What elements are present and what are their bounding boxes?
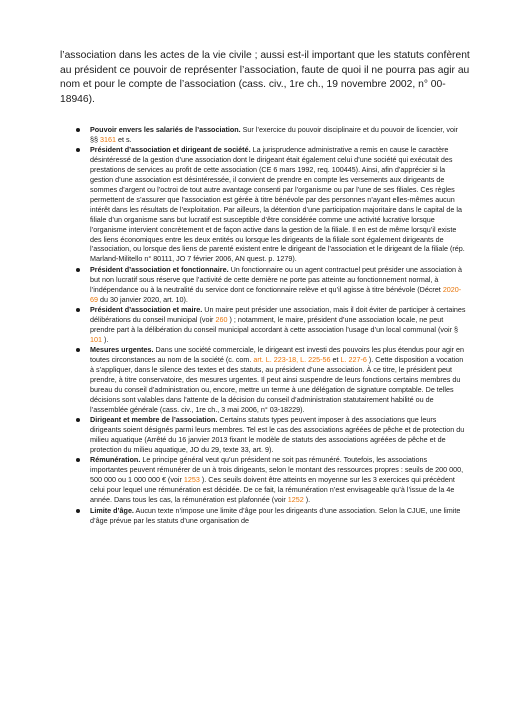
bullet-icon: [76, 128, 80, 132]
list-item: [76, 455, 466, 505]
list-item: [76, 125, 466, 145]
item-text: ).: [102, 334, 109, 344]
bullet-icon: [76, 268, 80, 272]
item-text: La jurisprudence administrative a remis en cause le caractère désintéressé de la gestion d’une association dont le dirigeant était également celui d’une société qui exécutait des prestations de services au profit de cette association (CE 6 mars 1992, req. 100445). Ainsi, afin d’apprécier si la gestion d’une association est désintéressée, il convient de prendre en compte les versements aux dirigeants de sommes d’argent ou l’octroi de tout autre avantage consenti par l’organisme ou par l’une de ses filiales. Ces règles permettent de s’assurer que l’association est gérée à titre bénévole par des personnes n’ayant elles-mêmes aucun intérêt dans les résultats de l’exploitation. Par ailleurs, la détention d’une participation majoritaire dans le capital de la filiale d’un organisme sans but lucratif est susceptible d’être considérée comme une activité lucrative lorsque l’organisme intervient concrètement et de façon active dans la gestion de la filiale. Il en est de même lorsqu’il existe des liens économiques entre les deux entités ou lorsque les dirigeants de la filiale sont également dirigeants de l’association, ou lorsque des liens de parenté existent entre le dirigeant de l’association et le dirigeant de la filiale (rép. Marland-Militello n° 80111, JO 7 février 2006, AN quest. p. 1279).: [90, 145, 465, 264]
item-text: ) ; notamment, le maire, président d’une association locale, ne peut prendre part à la délibération du conseil municipal accordant à cette association l’usage d’un local communal (voir §: [90, 315, 458, 334]
item-text: du 30 janvier 2020, art. 10).: [98, 294, 188, 304]
item-text: ).: [303, 495, 311, 505]
item-text: Dans une société commerciale, le dirigeant est investi des pouvoirs les plus étendus pour agir en toutes circonstances au nom de la société (c. com.: [90, 345, 464, 365]
list-item: [76, 345, 466, 414]
list-item: [76, 415, 466, 455]
item-text: et: [330, 355, 341, 365]
cross-reference-link[interactable]: 1253: [183, 475, 200, 485]
item-text: Un maire peut présider une association, mais il doit éviter de participer à certaines délibérations du conseil municipal (voir: [90, 305, 466, 324]
item-title: Président d’association et dirigeant de société.: [90, 145, 251, 155]
item-title: Président d’association et fonctionnaire.: [90, 264, 229, 274]
cross-reference-link[interactable]: 101: [90, 334, 102, 344]
list-item: [76, 265, 466, 305]
bullet-icon: [76, 348, 80, 352]
list-item: [76, 506, 466, 526]
bullet-icon: [76, 509, 80, 513]
cross-reference-link[interactable]: 1252: [287, 495, 304, 505]
item-title: Pouvoir envers les salariés de l’association.: [90, 125, 241, 134]
item-title: Président d’association et maire.: [90, 305, 203, 315]
intro-paragraph: l’association dans les actes de la vie civile ; aussi est-il important que les statuts confèrent au président ce pouvoir de représenter l’association, faute de quoi il ne pourra pas agir au nom et pour le compte de l’association (cass. civ., 1re ch., 19 novembre 2002, n° 00-18946).: [60, 50, 470, 105]
item-text: Un fonctionnaire ou un agent contractuel peut présider une association à but non lucratif sous réserve que l’activité de cette dernière ne porte pas atteinte au fonctionnement normal, à l’indépendance ou à la neutralité du service dont ce fonctionnaire relève et qu’il agisse à titre bénévole (Décret: [90, 264, 462, 294]
bullet-icon: [76, 418, 80, 422]
item-text: Certains statuts types peuvent imposer à des associations que leurs dirigeants soient désignés parmi leurs membres. Tel est le cas des associations agréées de pêche et de protection du milieu aquatique (Arrêté du 16 janvier 2013 fixant le modèle de statuts des associations agréées de pêche et de protection du milieu aquatique, JO du 29, texte 33, art. 9).: [90, 415, 465, 454]
item-text: Le principe général veut qu’un président ne soit pas rémunéré. Toutefois, les associations importantes peuvent rémunérer de un à trois dirigeants, selon le montant des ressources propres : seuils de 200 000, 500 000 ou 1 000 000 € (voir: [90, 455, 464, 485]
item-title: Limite d’âge.: [90, 505, 134, 515]
decree-link[interactable]: 2020-69: [90, 284, 462, 304]
code-article-link[interactable]: art. L. 223-18, L. 225-56: [253, 355, 331, 365]
item-text: ). Cette disposition a vocation à s’appliquer, dans le silence des textes et des statuts, au président d’une association. À ce titre, le président peut prendre, à titre conservatoire, des mesures urgentes. Il peut ainsi suspendre de leurs fonctions certains membres du bureau du conseil d’administration ou, encore, mettre un terme à une délégation de signature comptable. De telles décisions sont valables dans l’attente de la décision du conseil d’administration statutairement habilité ou de l’assemblée générale (cass. civ., 1re ch., 3 mai 2006, n° 03-18229).: [90, 355, 464, 414]
item-text: Sur l’exercice du pouvoir disciplinaire et du pouvoir de licencier, voir §§: [90, 125, 458, 144]
cross-reference-link[interactable]: 3161: [100, 134, 116, 144]
list-item: [76, 305, 466, 345]
bullet-list: [76, 125, 466, 526]
item-text: et s.: [116, 134, 132, 144]
list-item: [76, 145, 466, 264]
item-title: Mesures urgentes.: [90, 345, 154, 355]
code-article-link[interactable]: L. 227-6: [340, 355, 367, 365]
bullet-icon: [76, 308, 80, 312]
item-text: ). Ces seuils doivent être atteints en moyenne sur les 3 exercices qui précèdent celui pour lequel une rémunération est décidée. De ce fait, la rémunération n’est envisageable qu’à l’issue de la 4e année. Dans tous les cas, la rémunération est plafonnée (voir: [90, 475, 455, 505]
item-text: Aucun texte n’impose une limite d’âge pour les dirigeants d’une association. Selon la CJUE, une limite d’âge prévue par les statuts d’une organisation de: [90, 505, 461, 525]
bullet-icon: [76, 148, 80, 152]
cross-reference-link[interactable]: 260: [215, 315, 228, 324]
bullet-icon: [76, 458, 80, 462]
item-title: Rémunération.: [90, 455, 141, 465]
item-title: Dirigeant et membre de l’association.: [90, 415, 218, 425]
